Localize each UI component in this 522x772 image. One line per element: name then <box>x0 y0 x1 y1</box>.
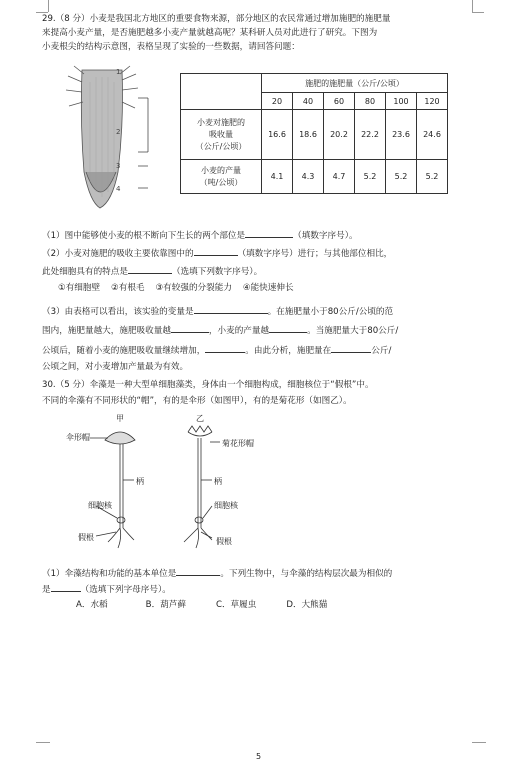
table-level-cell: 20 <box>262 93 293 110</box>
q29-sub2-text: （2）小麦对施肥的吸收主要依靠图中的 <box>42 249 194 259</box>
answer-blank[interactable] <box>331 343 371 353</box>
option-item: ②有根毛 <box>111 283 145 293</box>
q30-intro-line2: 不同的伞藻有不同形状的“帽”，有的是伞形（如图甲），有的是菊花形（如图乙）。 <box>42 396 352 406</box>
table-cell: 5.2 <box>417 160 448 194</box>
q29-sub3-text-c: 围内，施肥量越大，施肥吸收量越 <box>42 326 171 336</box>
q29-intro-line2: 来提高小麦产量，是否施肥越多小麦产量就越高呢？某科研人员对此进行了研究。下图为 <box>42 28 378 38</box>
q29-sub2-text-mid: （填数字序号）进行；与其他部位相比， <box>237 249 393 259</box>
table-cell: 24.6 <box>417 110 448 160</box>
q30-sub1-text-c: 是 <box>42 585 51 595</box>
q29-sub3 <box>42 304 393 318</box>
answer-blank[interactable] <box>245 228 293 238</box>
table-cell: 18.6 <box>293 110 324 160</box>
table-cell: 23.6 <box>386 110 417 160</box>
q30-sub1-text: （1）伞藻结构和功能的基本单位是 <box>42 569 177 579</box>
option-item: ④能快速伸长 <box>242 283 294 293</box>
q29-sub2-text-cont: 此处细胞具有的特点是 <box>42 267 128 277</box>
q29-sub3-l2 <box>42 323 398 337</box>
q29-sub1-text-end: （填数字序号）。 <box>293 231 358 241</box>
option-item: ③有较强的分裂能力 <box>155 283 232 293</box>
answer-blank[interactable] <box>205 343 245 353</box>
table-corner-cell <box>181 74 262 110</box>
fig-label-yi: 乙 <box>196 414 204 423</box>
root-tip-diagram <box>60 62 160 212</box>
q29-sub3-text-e: 。当施肥量大于80公斤/ <box>307 326 399 336</box>
label-nucleus-yi: 细胞核 <box>214 501 238 510</box>
q30-choices <box>76 600 327 611</box>
label-stalk-jia: 柄 <box>136 477 144 486</box>
q29-sub3-text-b: 。在施肥量小于80公斤/公顷的范 <box>267 307 394 317</box>
crop-mark-right-v <box>472 0 473 12</box>
label-rhizoid-jia: 假根 <box>78 533 94 542</box>
q30-sub1-text-d: （选填下列字母序号）。 <box>80 585 171 595</box>
q29-sub2-cont <box>42 264 262 278</box>
row1-label-line: （公斤/公顷） <box>195 141 247 151</box>
crop-mark-left <box>36 12 48 13</box>
q30-sub1-text-b: 。下列生物中，与伞藻的结构层次最为相似的 <box>220 569 393 579</box>
table-row-label-yield <box>181 160 262 194</box>
table-level-cell: 120 <box>417 93 448 110</box>
row1-label-line: 小麦对施肥的 <box>197 117 245 127</box>
q30-sub1 <box>42 566 392 580</box>
answer-blank[interactable] <box>269 323 307 333</box>
q29-sub3-text-d: ，小麦的产量越 <box>208 326 270 336</box>
table-row-label-absorption <box>181 110 262 160</box>
label-stalk-yi: 柄 <box>214 477 222 486</box>
table-level-cell: 80 <box>355 93 386 110</box>
root-label-3: 3 <box>116 162 121 170</box>
answer-blank[interactable] <box>171 323 209 333</box>
q29-sub1 <box>42 228 358 242</box>
fig-label-jia: 甲 <box>116 414 124 423</box>
page-number: 5 <box>256 752 262 761</box>
label-rhizoid-yi: 假根 <box>216 537 232 546</box>
q29-sub3-l3 <box>42 343 391 357</box>
q29-sub3-text: （3）由表格可以看出，该实验的变量是 <box>42 307 194 317</box>
label-chrysanthemum-cap: 菊花形帽 <box>222 439 254 448</box>
root-label-4: 4 <box>116 185 121 193</box>
answer-blank[interactable] <box>176 566 220 576</box>
root-label-1: 1 <box>116 68 121 76</box>
root-label-2: 2 <box>116 128 121 136</box>
table-header-group: 施肥的施肥量（公斤/公顷） <box>262 74 448 93</box>
choice-item: D．大熊猫 <box>286 600 328 610</box>
q30-intro-line1: 30.（5 分）伞藻是一种大型单细胞藻类，身体由一个细胞构成，细胞核位于“假根”中。 <box>42 380 374 390</box>
answer-blank[interactable] <box>51 582 81 592</box>
option-item: ①有细胞壁 <box>58 283 101 293</box>
q29-options <box>58 283 294 294</box>
acetabularia-diagram <box>60 418 300 558</box>
q29-sub1-text: （1）图中能够使小麦的根不断向下生长的两个部位是 <box>42 231 246 241</box>
table-cell: 20.2 <box>324 110 355 160</box>
table-cell: 4.3 <box>293 160 324 194</box>
label-nucleus-jia: 细胞核 <box>88 501 112 510</box>
q30-sub1-cont <box>42 582 171 596</box>
footer-mark-right <box>472 742 486 743</box>
table-level-cell: 100 <box>386 93 417 110</box>
table-level-cell: 40 <box>293 93 324 110</box>
choice-item: A．水稻 <box>76 600 108 610</box>
q29-sub2-text-end: （选填下列数字序号）。 <box>171 267 263 277</box>
crop-mark-left-v <box>48 0 49 12</box>
table-cell: 22.2 <box>355 110 386 160</box>
table-cell: 4.7 <box>324 160 355 194</box>
answer-blank[interactable] <box>194 304 268 314</box>
crop-mark-right <box>472 12 484 13</box>
q29-sub2 <box>42 246 392 260</box>
table-cell: 5.2 <box>355 160 386 194</box>
row2-label-line: 小麦的产量 <box>201 165 241 175</box>
label-umbrella-cap: 伞形帽 <box>66 433 90 442</box>
table-cell: 16.6 <box>262 110 293 160</box>
table-cell: 5.2 <box>386 160 417 194</box>
row1-label-line: 吸收量 <box>209 129 233 139</box>
q29-intro-line1: 29.（8 分）小麦是我国北方地区的重要食物来源，部分地区的农民常通过增加施肥的施肥量 <box>42 14 391 24</box>
row2-label-line: （吨/公顷） <box>199 177 243 187</box>
q29-intro-line3: 小麦根尖的结构示意图，表格呈现了实验的一些数据，请回答问题： <box>42 42 300 52</box>
answer-blank[interactable] <box>128 264 172 274</box>
fertilizer-data-table <box>180 73 448 194</box>
q29-sub3-text-g: 。由此分析，施肥量在 <box>245 346 332 356</box>
footer-mark-left <box>36 742 50 743</box>
q29-sub3-text-f: 公顷后，随着小麦的施肥吸收量继续增加， <box>42 346 206 356</box>
answer-blank[interactable] <box>194 246 238 256</box>
table-level-cell: 60 <box>324 93 355 110</box>
table-row-yield <box>181 160 448 194</box>
choice-item: B．葫芦藓 <box>145 600 186 610</box>
table-row-absorption <box>181 110 448 160</box>
q29-sub3-l4: 公顷之间，对小麦增加产量最为有效。 <box>42 362 189 372</box>
choice-item: C．草履虫 <box>215 600 257 610</box>
table-cell: 4.1 <box>262 160 293 194</box>
q29-sub3-text-h: 公斤/ <box>371 346 392 356</box>
